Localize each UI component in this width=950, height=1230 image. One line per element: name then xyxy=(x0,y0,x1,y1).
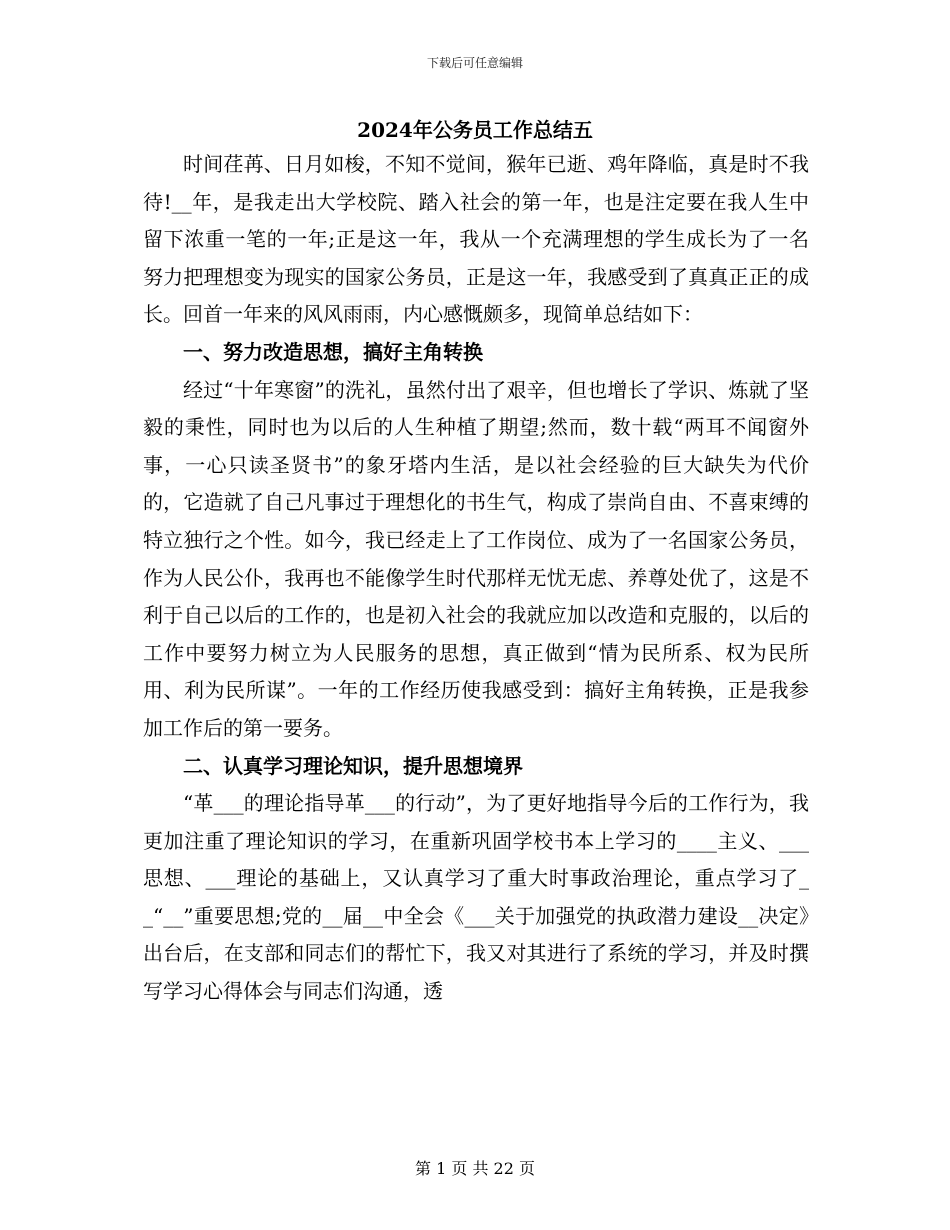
document-title: 2024年公务员工作总结五 xyxy=(357,118,593,142)
document-body xyxy=(143,146,809,1011)
paragraph-intro: 时间荏苒、日月如梭，不知不觉间，猴年已逝、鸡年降临，真是时不我待!__年，是我走出大学校院、踏入社会的第一年，也是注定要在我人生中留下浓重一笔的一年;正是这一年，我从一个充满理想的学生成长为了一名努力把理想变为现实的国家公务员，正是这一年，我感受到了真真正正的成长。回首一年来的风风雨雨，内心感慨颇多，现简单总结如下： xyxy=(143,152,809,327)
paragraph-section-1: 经过“十年寒窗”的洗礼，虽然付出了艰辛，但也增长了学识、炼就了坚毅的秉性，同时也为以后的人生种植了期望;然而，数十载“两耳不闻窗外事，一心只读圣贤书”的象牙塔内生活，是以社会经验的巨大缺失为代价的，它造就了自己凡事过于理想化的书生气，构成了崇尚自由、不喜束缚的特立独行之个性。如今，我已经走上了工作岗位、成为了一名国家公务员，作为人民公仆，我再也不能像学生时代那样无忧无虑、养尊处优了，这是不利于自己以后的工作的，也是初入社会的我就应加以改造和克服的，以后的工作中要努力树立为人民服务的思想，真正做到“情为民所系、权为民所用、利为民所谋”。一年的工作经历使我感受到：搞好主角转换，正是我参加工作后的第一要务。 xyxy=(143,377,809,740)
section-heading-2: 二、认真学习理论知识，提升思想境界 xyxy=(183,753,523,778)
paragraph-section-2: “革___的理论指导革___的行动”，为了更好地指导今后的工作行为，我更加注重了理论知识的学习，在重新巩固学校书本上学习的____主义、___思想、___理论的基础上，又认真学习了重大时事政治理论，重点学习了__“__”重要思想;党的__届__中全会《___关于加强党的执政潜力建设__决定》出台后，在支部和同志们的帮忙下，我又对其进行了系统的学习，并及时撰写学习心得体会与同志们沟通，透 xyxy=(143,791,809,1004)
section-heading-1: 一、努力改造思想，搞好主角转换 xyxy=(183,339,483,364)
page-footer: 第 1 页 共 22 页 xyxy=(415,1159,535,1178)
header-note: 下载后可任意编辑 xyxy=(426,56,523,70)
